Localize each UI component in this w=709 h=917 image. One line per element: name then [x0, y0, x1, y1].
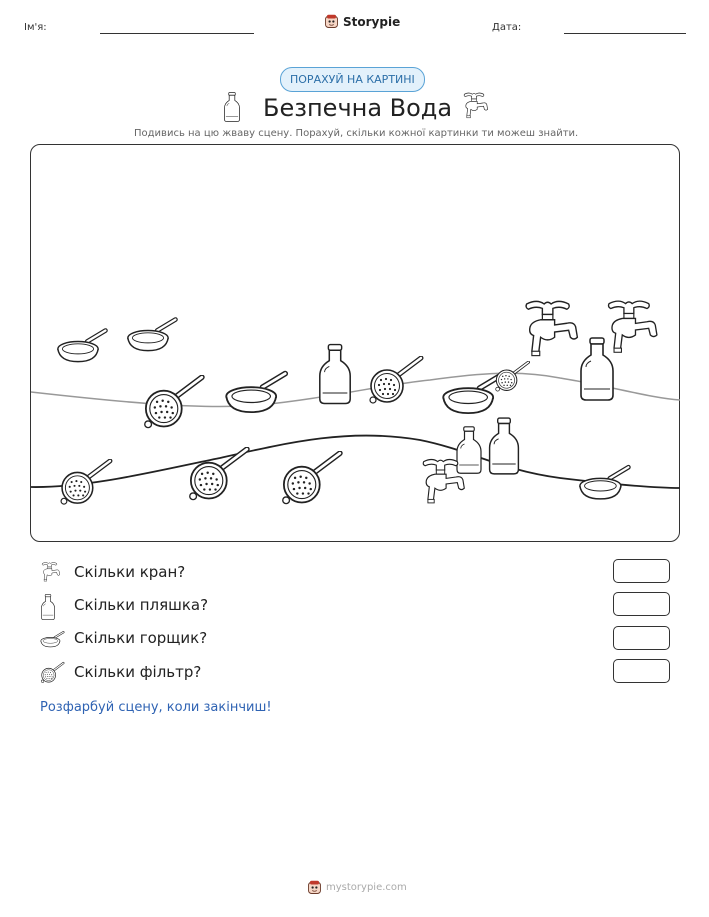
- name-label: Ім'я:: [24, 22, 47, 33]
- question-text: Скільки горщик?: [74, 629, 208, 647]
- page-title: Безпечна Вода: [263, 94, 453, 122]
- answer-box-filter[interactable]: [613, 659, 670, 683]
- filter-icon: [283, 453, 340, 503]
- answer-box-bottle[interactable]: [613, 592, 670, 616]
- filter-icon: [40, 661, 66, 685]
- activity-badge: ПОРАХУЙ НА КАРТИНІ: [280, 67, 425, 92]
- pot-icon: [128, 320, 176, 351]
- filter-icon: [145, 377, 202, 427]
- bottle-icon: [457, 427, 481, 474]
- brand-name: Storypie: [343, 14, 401, 29]
- brand-logo: [324, 14, 400, 29]
- faucet-icon: [609, 301, 657, 352]
- question-text: Скільки пляшка?: [74, 596, 209, 614]
- pot-icon: [443, 375, 502, 414]
- bottle-icon: [39, 594, 57, 620]
- title-bottle-icon: [221, 92, 243, 122]
- pot-icon: [580, 467, 629, 499]
- footer-mascot-icon: [307, 880, 322, 895]
- bottle-icon: [581, 338, 613, 400]
- filter-icon: [190, 449, 247, 499]
- answer-box-faucet[interactable]: [613, 559, 670, 583]
- question-text: Скільки кран?: [74, 563, 186, 581]
- filter-icon: [61, 461, 110, 504]
- date-label: Дата:: [492, 22, 522, 33]
- footer-brand: [307, 880, 407, 895]
- pot-icon: [40, 630, 66, 650]
- bottle-icon: [320, 345, 350, 404]
- faucet-icon: [39, 561, 63, 585]
- question-text: Скільки фільтр?: [74, 663, 202, 681]
- footer-website: mystorypie.com: [326, 882, 407, 893]
- bottle-icon: [490, 418, 519, 474]
- title-faucet-icon: [461, 91, 491, 123]
- ground-line-lower: [31, 435, 680, 488]
- name-line[interactable]: [100, 33, 254, 34]
- brand-mascot-icon: [324, 14, 339, 29]
- pot-icon: [226, 374, 285, 413]
- page-subtitle: Подивись на цю жваву сцену. Порахуй, скільки кожної картинки ти можеш знайти.: [134, 128, 579, 139]
- filter-icon: [496, 362, 529, 391]
- date-line[interactable]: [564, 33, 686, 34]
- scene-illustration: [30, 144, 680, 542]
- answer-box-pot[interactable]: [613, 626, 670, 650]
- filter-icon: [370, 358, 421, 403]
- faucet-icon: [526, 301, 577, 355]
- coloring-instruction: Розфарбуй сцену, коли закінчиш!: [40, 700, 272, 715]
- pot-icon: [58, 331, 106, 362]
